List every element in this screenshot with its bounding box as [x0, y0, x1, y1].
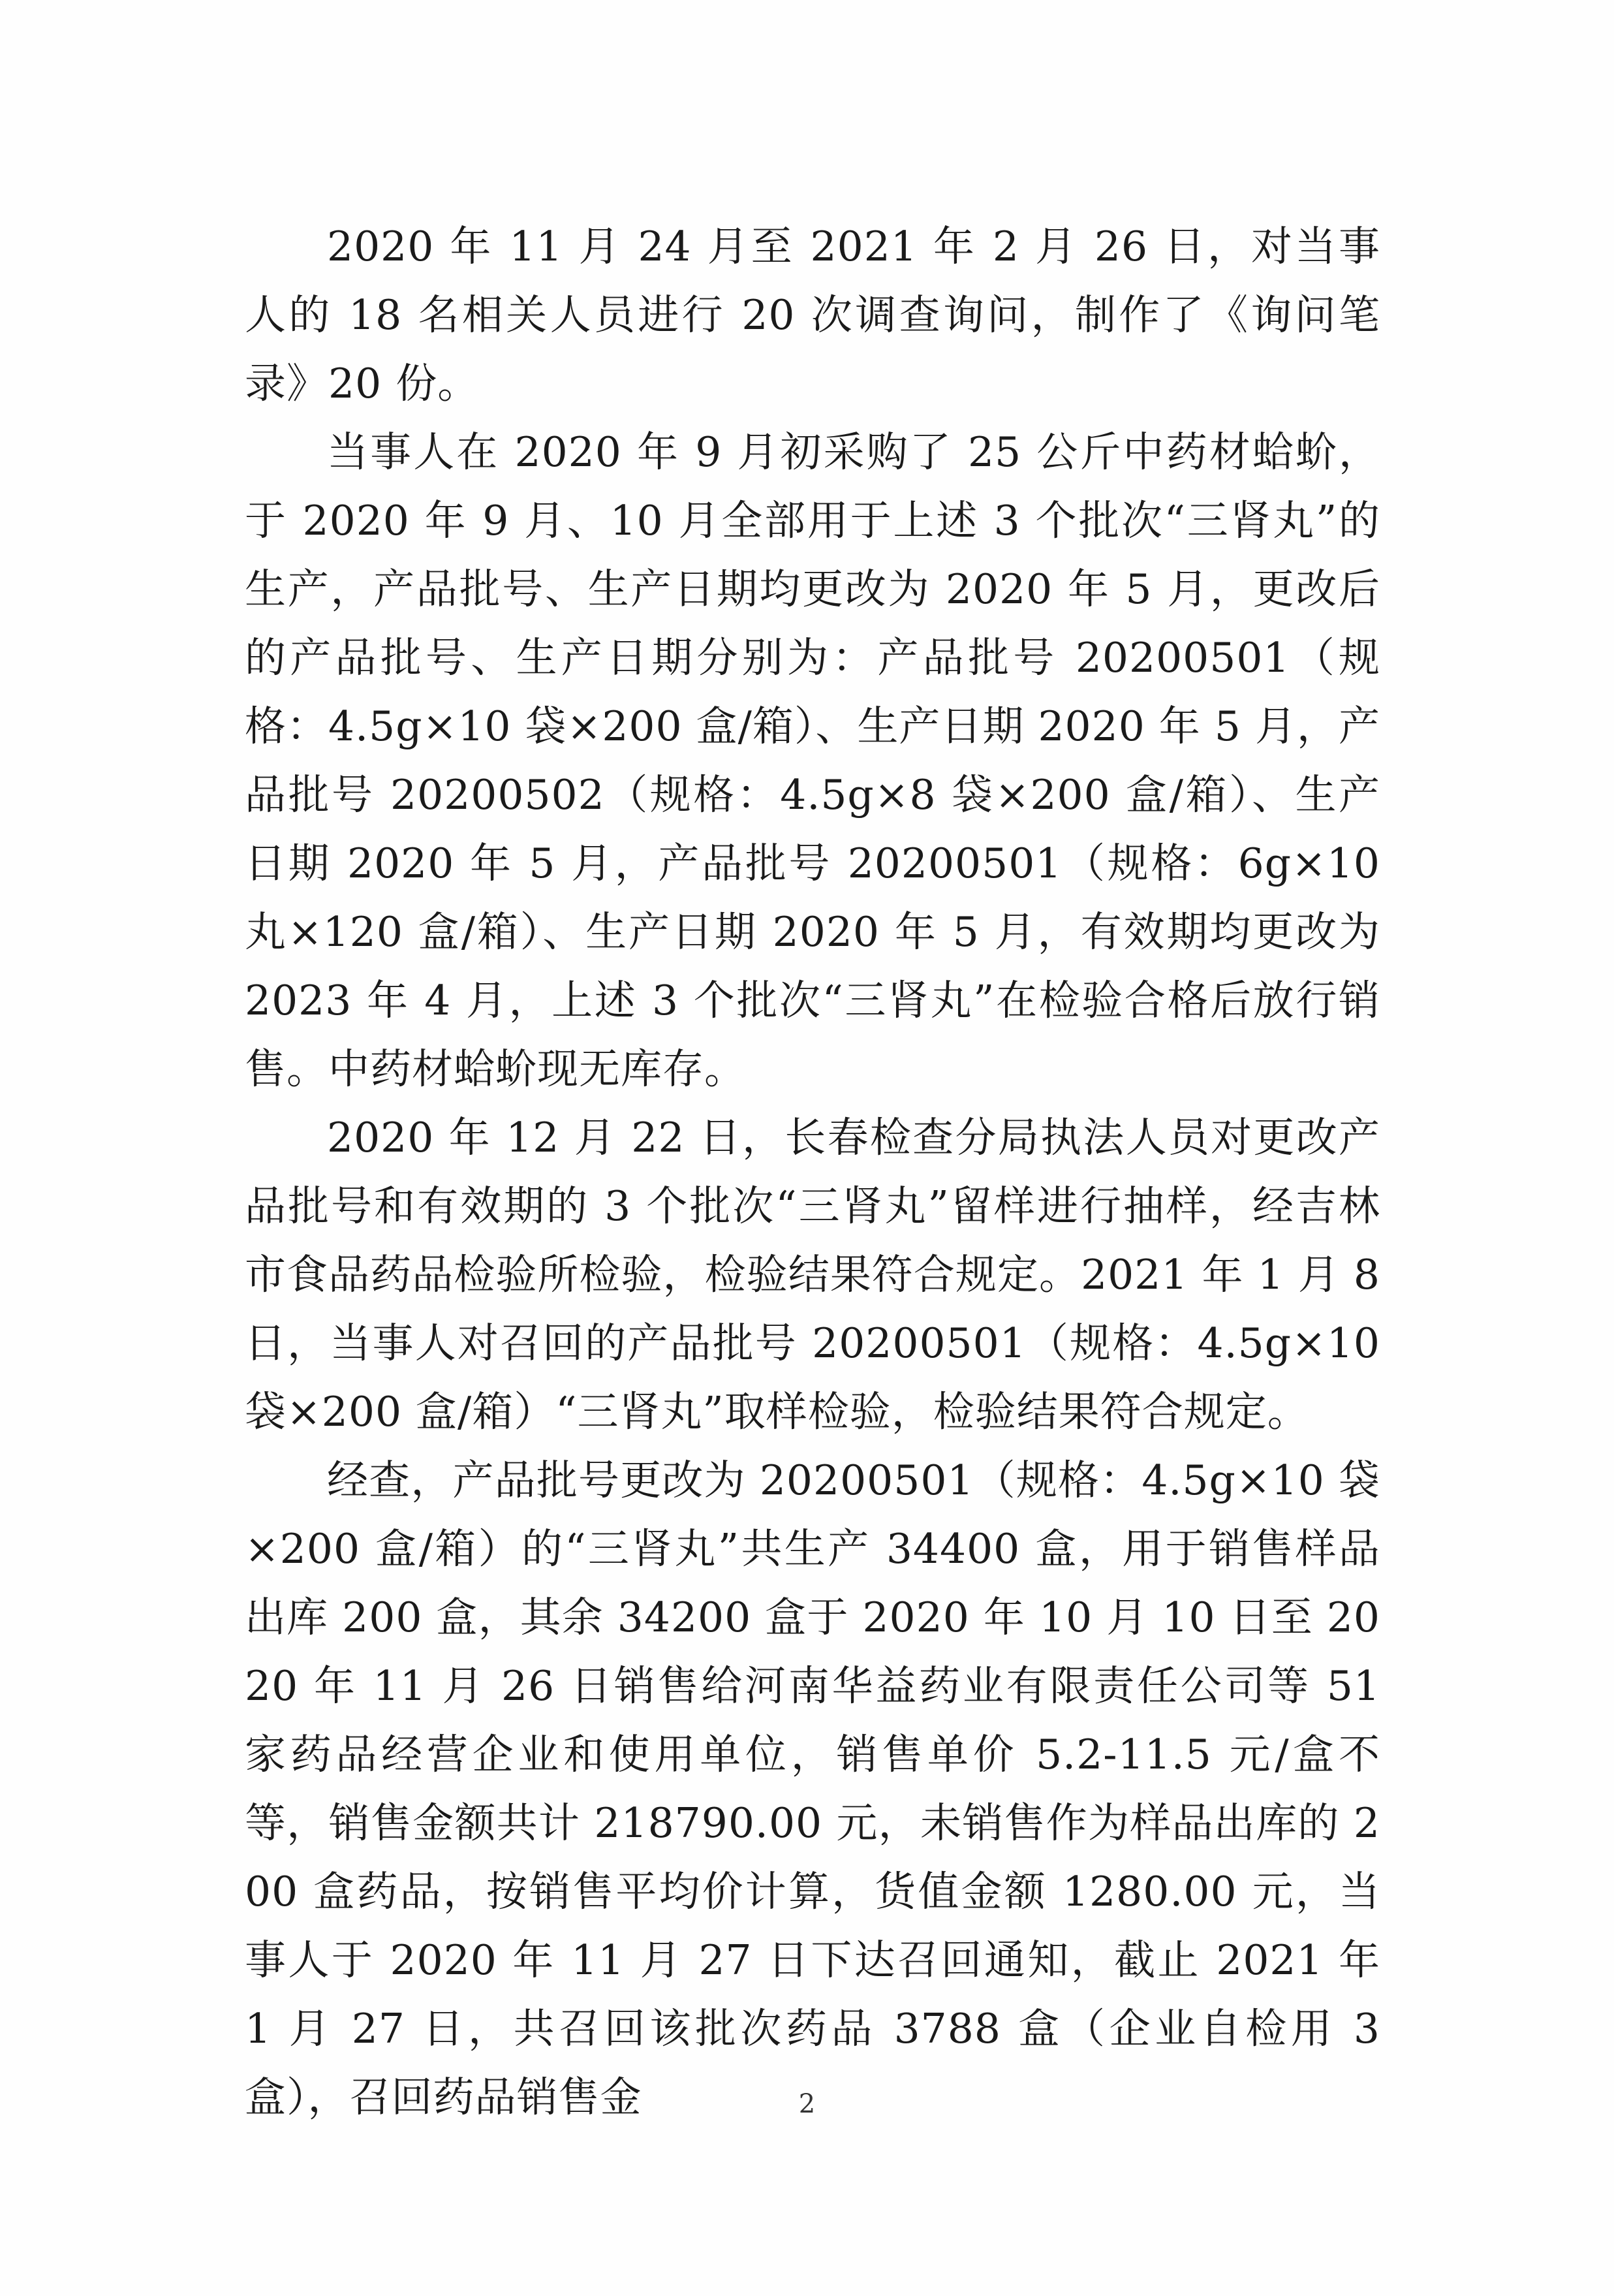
paragraph-sampling: 2020 年 12 月 22 日，长春检查分局执法人员对更改产品批号和有效期的 3 个批次“三肾丸”留样进行抽样，经吉林市食品药品检验所检验，检验结果符合规定。2021 年 1 月 8 日，当事人对召回的产品批号 20200501（规格：4.5g×10 袋×200 盒/箱）“三肾丸”取样检验，检验结果符合规定。 [245, 1114, 1380, 1436]
paragraph-interviews: 2020 年 11 月 24 月至 2021 年 2 月 26 日，对当事人的 18 名相关人员进行 20 次调查询问，制作了《询问笔录》20 份。 [245, 223, 1380, 407]
paragraph-procurement: 当事人在 2020 年 9 月初采购了 25 公斤中药材蛤蚧，于 2020 年 9 月、10 月全部用于上述 3 个批次“三肾丸”的生产，产品批号、生产日期均更改为 2020 年 5 月，更改后的产品批号、生产日期分别为：产品批号 20200501（规格：4.5g×10 袋×200 盒/箱）、生产日期 2020 年 5 月，产品批号 20200502（规格：4.5g×8 袋×200 盒/箱）、生产日期 2020 年 5 月，产品批号 20200501（规格：6g×10 丸×120 盒/箱）、生产日期 2020 年 5 月，有效期均更改为 2023 年 4 月，上述 3 个批次“三肾丸”在检验合格后放行销售。中药材蛤蚧现无库存。 [245, 428, 1380, 1093]
document-body [245, 212, 1380, 2131]
paragraph-findings: 经查，产品批号更改为 20200501（规格：4.5g×10 袋×200 盒/箱）的“三肾丸”共生产 34400 盒，用于销售样品出库 200 盒，其余 34200 盒于 2020 年 10 月 10 日至 2020 年 11 月 26 日销售给河南华益药业有限责任公司等 51 家药品经营企业和使用单位，销售单价 5.2-11.5 元/盒不等，销售金额共计 218790.00 元，未销售作为样品出库的 200 盒药品，按销售平均价计算，货值金额 1280.00 元，当事人于 2020 年 11 月 27 日下达召回通知，截止 2021 年 1 月 27 日，共召回该批次药品 3788 盒（企业自检用 3 盒），召回药品销售金 [245, 1456, 1380, 2121]
page-number: 2 [798, 2089, 816, 2119]
